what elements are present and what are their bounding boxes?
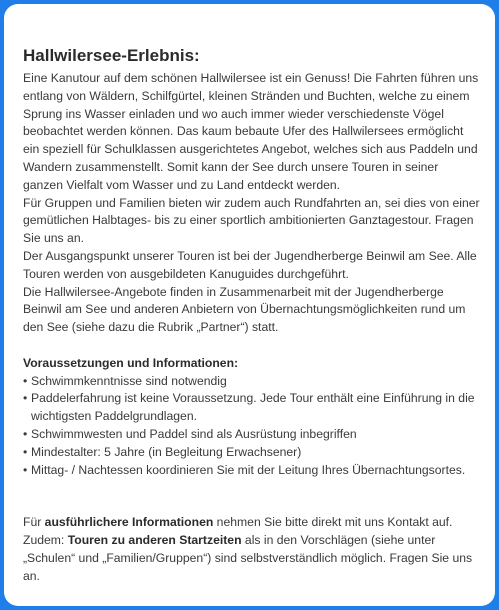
spacer — [23, 337, 481, 355]
intro-paragraph-4: Die Hallwilersee-Angebote finden in Zusammenarbeit mit der Jugendherberge Beinwil am See und anderen Anbietern von Übernachtungsmöglichkeiten rund um den See (siehe dazu die Rubrik „Partner“) statt. — [23, 284, 466, 335]
contact-suffix: als in den Vorschlägen (siehe unter „Schulen“ und „Familien/Gruppen“) sind selbstverständlich möglich. Fragen Sie uns an. — [23, 533, 473, 583]
contact-middle: nehmen Sie bitte direkt mit uns Kontakt auf. Zudem: — [23, 515, 453, 548]
list-item: • Mindestalter: 5 Jahre (in Begleitung Erwachsener) — [23, 444, 481, 462]
requirements-list — [23, 373, 481, 480]
contact-paragraph — [23, 514, 481, 585]
content-panel — [4, 4, 495, 606]
list-item: • Schwimmwesten und Paddel sind als Ausrüstung inbegriffen — [23, 426, 481, 444]
list-item: • Mittag- / Nachtessen koordinieren Sie mit der Leitung Ihres Übernachtungsortes. — [23, 462, 481, 480]
intro-paragraph-3: Der Ausgangspunkt unserer Touren ist bei der Jugendherberge Beinwil am See. Alle Touren werden von ausgebildeten Kanuguides durchgeführt. — [23, 248, 477, 281]
contact-emphasis-times: Touren zu anderen Startzeiten — [67, 533, 242, 548]
requirements-heading: Voraussetzungen und Informationen: — [23, 355, 239, 370]
page-title: Hallwilersee-Erlebnis: — [23, 46, 200, 65]
contact-emphasis-info: ausführlichere Informationen — [44, 515, 214, 530]
contact-prefix: Für — [23, 515, 45, 530]
intro-paragraph-2: Für Gruppen und Familien bieten wir zudem auch Rundfahrten an, sei dies von einer gemütlichen Halbtages- bis zu einer sportlich ambitionierten Ganztagestour. Fragen Sie uns an. — [23, 195, 480, 246]
spacer — [23, 479, 481, 514]
list-item: • Paddelerfahrung ist keine Voraussetzung. Jede Tour enthält eine Einführung in die wichtigsten Paddelgrundlagen. — [23, 390, 481, 426]
intro-paragraph-1: Eine Kanutour auf dem schönen Hallwilersee ist ein Genuss! Die Fahrten führen uns entlang von Wäldern, Schilfgürtel, kleinen Stränden und Buchten, welche zu einem Sprung ins Wasser einladen und wo auch immer wieder verschiedenste Vögel beobachtet werden können. Das kaum bebaute Ufer des Hallwilersees ermöglicht ein speziell für Schulklassen ausgerichtetes Angebot, welches sich aus Paddeln und Wandern zusammenstellt. Somit kann der See durch unsere Touren in seiner ganzen Vielfalt vom Wasser und zu Land entdeckt werden. — [23, 71, 479, 192]
list-item: • Schwimmkenntnisse sind notwendig — [23, 373, 481, 391]
